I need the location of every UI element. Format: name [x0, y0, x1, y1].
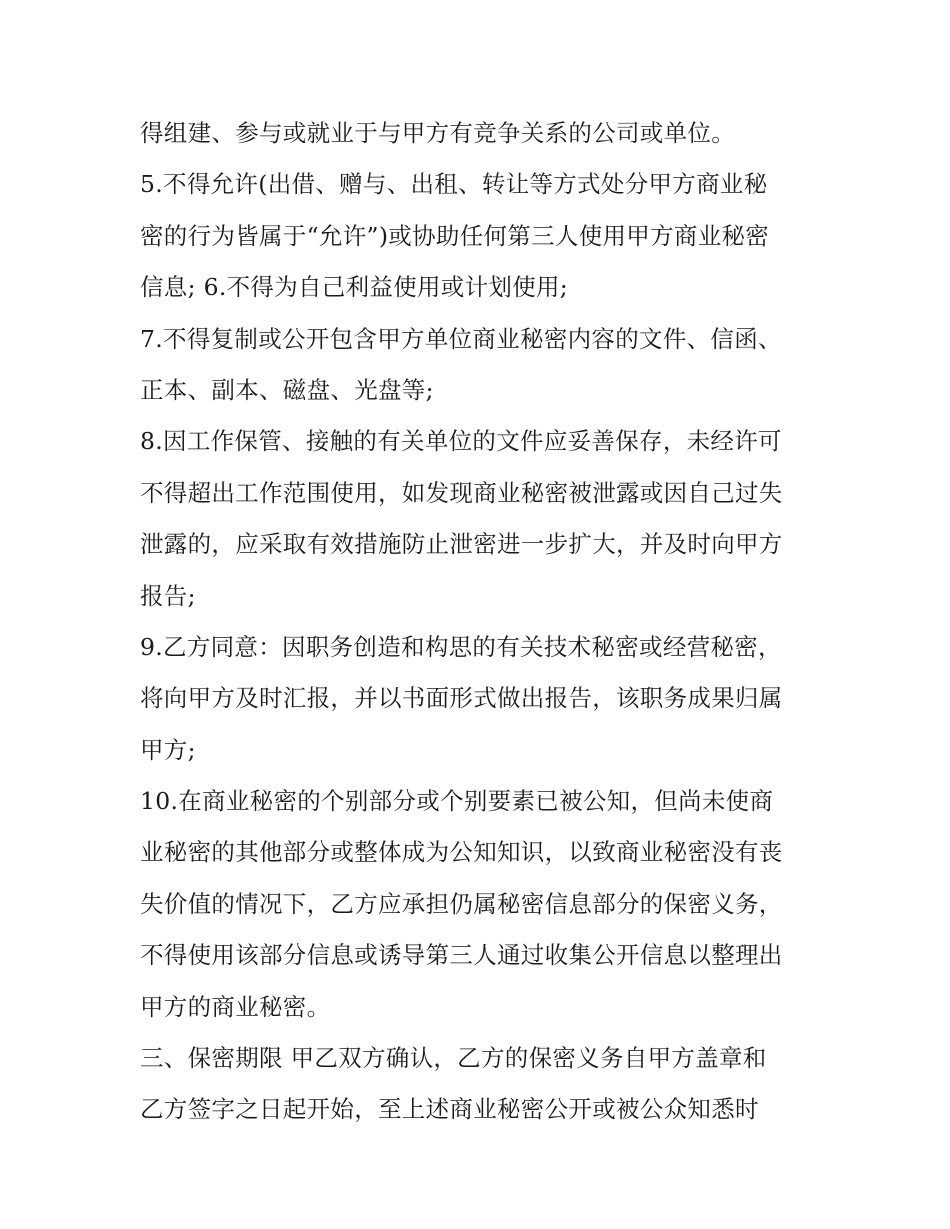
text-line: 将向甲方及时汇报，并以书面形式做出报告，该职务成果归属 — [140, 684, 783, 713]
text-line: 泄露的，应采取有效措施防止泄密进一步扩大，并及时向甲方 — [140, 530, 783, 559]
text-line: 乙方签字之日起开始，至上述商业秘密公开或被公众知悉时 — [140, 1095, 759, 1124]
document-body — [140, 108, 830, 1136]
text-line: 不得超出工作范围使用，如发现商业秘密被泄露或因自己过失 — [140, 478, 783, 507]
text-line: 三、保密期限 甲乙双方确认，乙方的保密义务自甲方盖章和 — [140, 1044, 767, 1073]
text-line: 甲方的商业秘密。 — [140, 992, 331, 1021]
text-line: 不得使用该部分信息或诱导第三人通过收集公开信息以整理出 — [140, 941, 783, 970]
text-line: 正本、副本、磁盘、光盘等; — [140, 375, 434, 404]
text-line: 甲方; — [140, 735, 196, 764]
text-line: 5.不得允许(出借、赠与、出租、转让等方式处分甲方商业秘 — [140, 170, 768, 199]
text-line: 密的行为皆属于“允许”)或协助任何第三人使用甲方商业秘密 — [140, 221, 770, 250]
text-line: 得组建、参与或就业于与甲方有竞争关系的公司或单位。 — [140, 119, 735, 147]
text-line: 失价值的情况下，乙方应承担仍属秘密信息部分的保密义务， — [140, 889, 783, 918]
text-line: 信息; 6.不得为自己利益使用或计划使用; — [140, 273, 569, 302]
text-line: 报告; — [140, 581, 196, 610]
text-line: 业秘密的其他部分或整体成为公知知识，以致商业秘密没有丧 — [140, 838, 783, 867]
text-line: 10.在商业秘密的个别部分或个别要素已被公知，但尚未使商 — [140, 787, 774, 816]
text-line: 9.乙方同意：因职务创造和构思的有关技术秘密或经营秘密， — [140, 632, 782, 661]
text-line: 7.不得复制或公开包含甲方单位商业秘密内容的文件、信函、 — [140, 324, 782, 353]
text-line: 8.因工作保管、接触的有关单位的文件应妥善保存，未经许可 — [140, 427, 782, 456]
